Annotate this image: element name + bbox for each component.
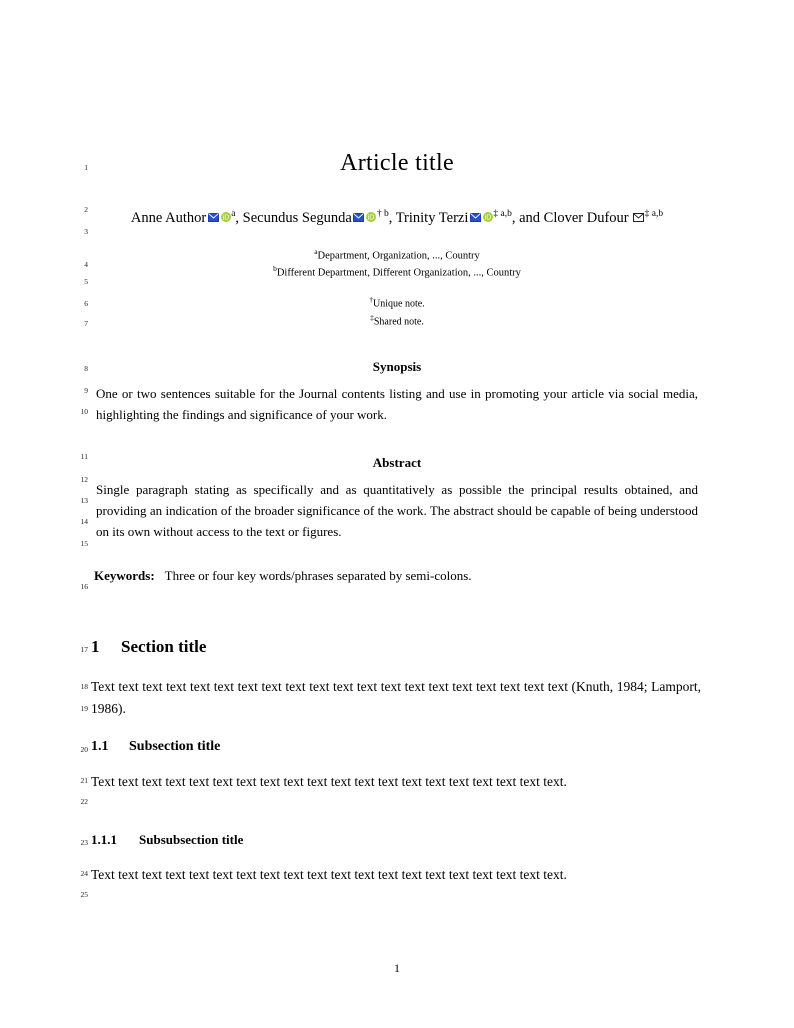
line-number: 18 bbox=[80, 682, 88, 691]
affiliations bbox=[94, 247, 700, 280]
mail-icon[interactable] bbox=[208, 207, 219, 229]
line-number: 25 bbox=[80, 890, 88, 899]
line-number: 5 bbox=[84, 277, 88, 286]
synopsis-heading: Synopsis bbox=[372, 359, 422, 374]
line-number: 7 bbox=[84, 319, 88, 328]
line-number: 10 bbox=[80, 407, 88, 416]
orcid-icon[interactable] bbox=[366, 207, 376, 229]
subsection-heading bbox=[91, 739, 701, 755]
footnote-marker: ‡ bbox=[370, 312, 374, 322]
subsubsection-paragraph: Text text text text text text text text text text text text text text text text text text text text. bbox=[91, 867, 567, 882]
footnote-marker: † bbox=[369, 295, 374, 305]
subsection-number: 1.1 bbox=[91, 739, 109, 754]
line-number: 9 bbox=[84, 386, 88, 395]
affiliation-marker: a bbox=[314, 246, 318, 256]
orcid-icon[interactable] bbox=[221, 207, 231, 229]
line-number: 3 bbox=[84, 227, 88, 236]
line-number: 12 bbox=[80, 475, 88, 484]
svg-text:iD: iD bbox=[484, 215, 492, 223]
line-number: 15 bbox=[80, 539, 88, 548]
line-number: 4 bbox=[84, 260, 88, 269]
subsection-title: Subsection title bbox=[129, 739, 221, 754]
line-number: 16 bbox=[80, 582, 88, 591]
author-name: Anne Author bbox=[130, 210, 207, 226]
footnote-item bbox=[94, 312, 700, 329]
section-title: Section title bbox=[121, 637, 207, 656]
keywords-text: Three or four key words/phrases separated by semi-colons. bbox=[164, 568, 472, 584]
subsubsection-heading bbox=[91, 832, 701, 848]
footnote-text: Unique note. bbox=[373, 298, 425, 310]
line-number: 13 bbox=[80, 496, 88, 505]
subsection-paragraph: Text text text text text text text text text text text text text text text text text text text text. bbox=[91, 774, 567, 789]
line-number: 23 bbox=[80, 838, 88, 847]
affiliation-text: Different Department, Different Organization, ..., Country bbox=[276, 267, 521, 279]
svg-text:iD: iD bbox=[222, 215, 230, 223]
line-number: 24 bbox=[80, 869, 88, 878]
line-number: 1 bbox=[84, 163, 88, 172]
abstract-heading: Abstract bbox=[372, 455, 422, 471]
mail-icon[interactable] bbox=[470, 207, 481, 229]
author-affiliation-marker: † b bbox=[376, 209, 389, 220]
footnote-item bbox=[94, 294, 700, 311]
keywords bbox=[94, 568, 700, 584]
author-affiliation-marker: ‡ a,b bbox=[644, 209, 664, 220]
line-number: 19 bbox=[80, 704, 88, 713]
synopsis-text: One or two sentences suitable for the Journal contents listing and use in promoting your article via social media, highlighting the findings and significance of your work. bbox=[96, 386, 698, 423]
page-title: Article title bbox=[340, 150, 454, 176]
footnote-text: Shared note. bbox=[373, 316, 424, 327]
subsubsection-number: 1.1.1 bbox=[91, 832, 117, 847]
abstract-text: Single paragraph stating as specifically and as quantitatively as possible the principal results obtained, and providing an indication of the broader significance of the work. The abstract should be capable of being understood on its own without access to the text or figures. bbox=[96, 482, 698, 540]
line-number: 20 bbox=[80, 745, 88, 754]
line-number: 6 bbox=[84, 299, 88, 308]
author-name: Secundus Segunda bbox=[242, 210, 352, 226]
mail-icon[interactable] bbox=[353, 207, 364, 229]
affiliation-item bbox=[94, 264, 700, 281]
section-number: 1 bbox=[91, 637, 100, 656]
mail-icon[interactable] bbox=[630, 207, 644, 229]
author-footnotes bbox=[94, 294, 700, 329]
author-name: and Clover Dufour bbox=[519, 210, 629, 226]
section-1 bbox=[91, 637, 701, 720]
author-list: Anne Author iD $^a$, Secundus Segunda iD $^{\dagger b}$, Trinity Terzi iD $^{\ddagger a,b}$, and Clover Dufour $^{\ddagger a,b}$ bbox=[94, 207, 700, 230]
line-number: 22 bbox=[80, 797, 88, 806]
section-paragraph: Text text text text text text text text text text text text text text text text text text text text (Knuth, 1984; Lamport, 1986). bbox=[91, 679, 701, 716]
line-number: 14 bbox=[80, 517, 88, 526]
svg-text:iD: iD bbox=[368, 215, 375, 223]
section-heading bbox=[91, 637, 701, 657]
orcid-icon[interactable] bbox=[483, 207, 493, 229]
page-number: 1 bbox=[394, 961, 400, 975]
section-1-1-1 bbox=[91, 832, 701, 886]
line-number: 17 bbox=[80, 645, 88, 654]
author-affiliation-marker: ‡ a,b bbox=[493, 209, 512, 220]
line-number: 2 bbox=[84, 205, 88, 214]
affiliation-text: Department, Organization, ..., Country bbox=[317, 250, 480, 262]
front-matter bbox=[94, 0, 700, 584]
subsubsection-title: Subsubsection title bbox=[139, 832, 244, 847]
section-1-1 bbox=[91, 739, 701, 793]
affiliation-marker: b bbox=[273, 263, 277, 273]
line-number: 21 bbox=[80, 776, 88, 785]
keywords-label: Keywords: bbox=[94, 568, 155, 584]
line-number: 8 bbox=[84, 364, 88, 373]
author-name: Trinity Terzi bbox=[395, 210, 469, 226]
line-number: 11 bbox=[80, 452, 88, 461]
affiliation-item bbox=[94, 247, 700, 264]
author-affiliation-marker: a bbox=[231, 209, 236, 220]
